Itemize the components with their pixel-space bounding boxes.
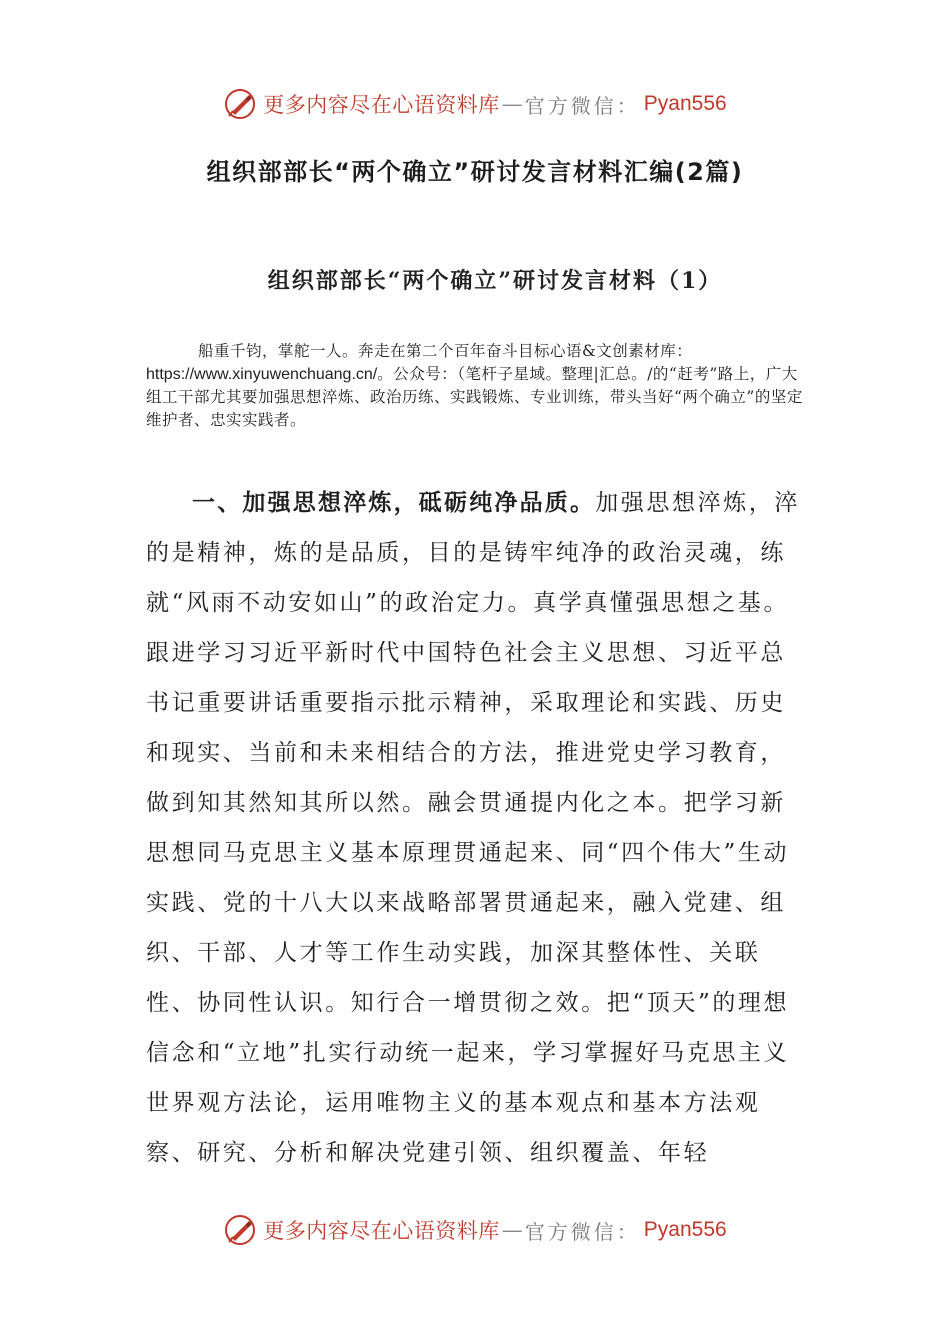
wechat-label: 官方微信： bbox=[524, 1219, 640, 1244]
intro-url: https://www.xinyuwenchuang.cn/ bbox=[146, 366, 378, 383]
promo-separator: — bbox=[501, 92, 523, 116]
section-1-body: 加强思想淬炼，淬的是精神，炼的是品质，目的是铸牢纯净的政治灵魂，练就“风雨不动安如山”的政治定力。真学真懂强思想之基。跟进学习习近平新时代中国特色社会主义思想、习近平总书记重要讲话重要指示批示精神，采取理论和实践、历史和现实、当前和未来相结合的方法，推进党史学习教育，做到知其然知其所以然。融会贯通提内化之本。把学习新思想同马克思主义基本原理贯通起来、同“四个伟大”生动实践、党的十八大以来战略部署贯通起来，融入党建、组织、干部、人才等工作生动实践，加深其整体性、关联性、协同性认识。知行合一增贯彻之效。把“顶天”的理想信念和“立地”扎实行动统一起来，学习掌握好马克思主义世界观方法论，运用唯物主义的基本观点和基本方法观察、研究、分析和解决党建引领、组织覆盖、年轻 bbox=[146, 490, 801, 1166]
wechat-label: 官方微信： bbox=[524, 93, 640, 118]
intro-text-part2: 。公众号：（笔杆子星域。整理|汇总。/的“赶考”路上，广大组工干部尤其要加强思想淬炼、政治历练、实践锻炼、专业训练，带头当好“两个确立”的坚定维护者、忠实实践者。 bbox=[146, 365, 803, 429]
document-title: 组织部部长“两个确立”研讨发言材料汇编(2篇) bbox=[206, 158, 744, 186]
intro-paragraph bbox=[146, 340, 806, 432]
pen-nib-logo-icon bbox=[223, 1213, 257, 1247]
promo-text: 更多内容尽在心语资料库 bbox=[263, 1219, 500, 1243]
section-1-heading: 一、加强思想淬炼，砥砺纯净品质。 bbox=[192, 490, 596, 516]
promo-separator: — bbox=[501, 1218, 523, 1242]
article-subtitle: 组织部部长“两个确立”研讨发言材料（1） bbox=[267, 268, 723, 294]
section-1-paragraph bbox=[146, 478, 804, 1178]
intro-text-part1: 船重千钧，掌舵一人。奔走在第二个百年奋斗目标心语&文创素材库： bbox=[198, 342, 693, 360]
header-banner bbox=[0, 84, 950, 124]
promo-text: 更多内容尽在心语资料库 bbox=[263, 93, 500, 117]
pen-nib-logo-icon bbox=[223, 87, 257, 121]
footer-banner bbox=[0, 1210, 950, 1250]
wechat-id: Pyan556 bbox=[643, 92, 727, 115]
wechat-id: Pyan556 bbox=[643, 1218, 727, 1241]
